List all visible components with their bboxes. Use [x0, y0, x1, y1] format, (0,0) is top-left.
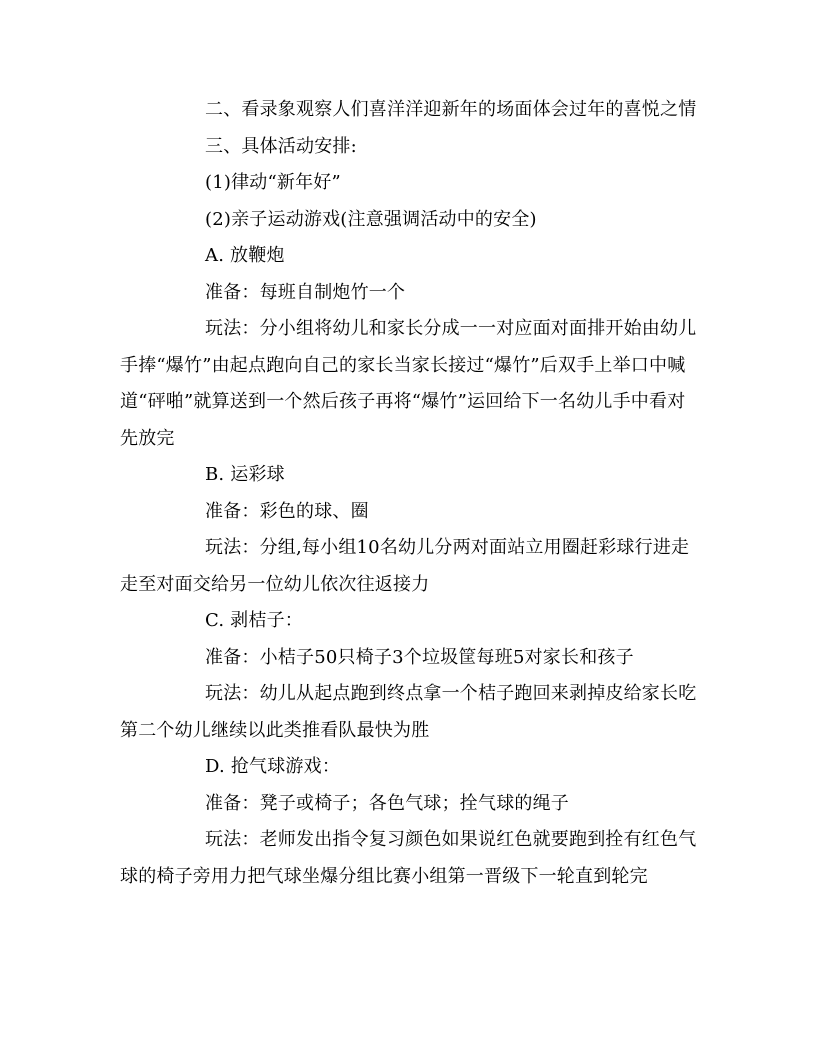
- paragraph-section-three-heading: 三、具体活动安排:: [205, 135, 357, 157]
- paragraph-game-c-rules: 玩法：幼儿从起点跑到终点拿一个桔子跑回来剥掉皮给家长吃第二个幼儿继续以此类推看队最快为胜: [120, 683, 697, 741]
- paragraph-game-a-title: A. 放鞭炮: [205, 245, 285, 266]
- paragraph-game-d-prep: 准备：凳子或椅子；各色气球；拴气球的绳子: [205, 792, 569, 814]
- paragraph-game-d-title: D. 抢气球游戏：: [205, 756, 341, 777]
- paragraph-item-1: (1)律动“新年好”: [205, 172, 341, 193]
- paragraph-game-a-rules: 玩法：分小组将幼儿和家长分成一一对应面对面排开始由幼儿手捧“爆竹”由起点跑向自己的家长当家长接过“爆竹”后双手上举口中喊道“砰啪”就算送到一个然后孩子再将“爆竹”运回给下一名幼儿手中看对先放完: [120, 318, 697, 449]
- document-body: [120, 92, 700, 895]
- paragraph-game-c-title: C. 剥桔子：: [205, 610, 303, 631]
- paragraph-game-b-prep: 准备：彩色的球、圈: [205, 500, 369, 522]
- paragraph-game-c-prep: 准备：小桔子50只椅子3个垃圾筐每班5对家长和孩子: [205, 646, 634, 668]
- paragraph-game-b-rules: 玩法：分组,每小组10名幼儿分两对面站立用圈赶彩球行进走走至对面交给另一位幼儿依次往返接力: [120, 537, 690, 595]
- paragraph-item-2: (2)亲子运动游戏(注意强调活动中的安全): [205, 208, 537, 230]
- paragraph-section-two: 二、看录象观察人们喜洋洋迎新年的场面体会过年的喜悦之情: [205, 99, 697, 120]
- paragraph-game-b-title: B. 运彩球: [205, 464, 285, 485]
- paragraph-game-d-rules: 玩法：老师发出指令复习颜色如果说红色就要跑到拴有红色气球的椅子旁用力把气球坐爆分组比赛小组第一晋级下一轮直到轮完: [120, 829, 697, 887]
- paragraph-game-a-prep: 准备：每班自制炮竹一个: [205, 281, 406, 303]
